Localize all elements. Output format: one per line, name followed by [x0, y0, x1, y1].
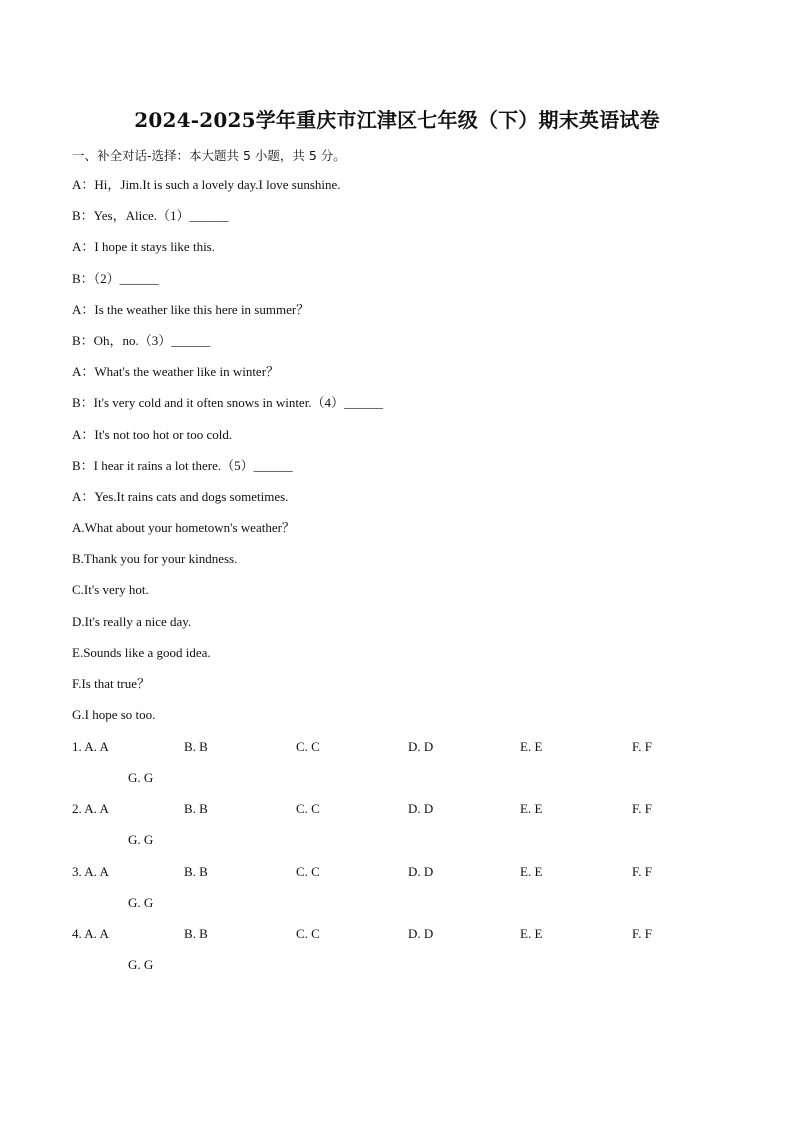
- option-a[interactable]: 3. A. A: [72, 863, 109, 879]
- choice-line: B.Thank you for your kindness.: [72, 551, 238, 567]
- option-c[interactable]: C. C: [296, 739, 320, 754]
- option-f[interactable]: F. F: [632, 739, 652, 754]
- dialogue-line: B：Oh，no.（3）______: [72, 332, 211, 348]
- option-a[interactable]: 4. A. A: [72, 926, 109, 942]
- question-item: [72, 862, 732, 924]
- choice-line: F.Is that true？: [72, 676, 151, 691]
- option-f[interactable]: F. F: [632, 926, 652, 942]
- choice-line: D.It's really a nice day.: [72, 613, 192, 629]
- option-b[interactable]: B. B: [184, 863, 208, 879]
- option-g[interactable]: G. G: [128, 894, 154, 910]
- option-f[interactable]: F. F: [632, 801, 652, 817]
- question-item: [72, 737, 732, 799]
- section-heading: 一、补全对话-选择：本大题共 5 小题，共 5 分。: [72, 148, 346, 163]
- choice-line: E.Sounds like a good idea.: [72, 644, 211, 660]
- option-g[interactable]: G. G: [128, 770, 154, 785]
- dialogue-line: A：Yes.It rains cats and dogs sometimes.: [72, 488, 289, 504]
- question-item: [72, 924, 732, 986]
- dialogue-line: B：Yes，Alice.（1）______: [72, 208, 229, 224]
- option-d[interactable]: D. D: [408, 739, 434, 754]
- option-g[interactable]: G. G: [128, 957, 154, 973]
- option-e[interactable]: E. E: [520, 863, 543, 879]
- dialogue-line: A：It's not too hot or too cold.: [72, 426, 233, 442]
- question-list: [72, 737, 732, 987]
- dialogue-line: A：Hi，Jim.It is such a lovely day.I love sunshine.: [72, 177, 341, 192]
- option-b[interactable]: B. B: [184, 801, 208, 817]
- option-d[interactable]: D. D: [408, 863, 434, 879]
- option-c[interactable]: C. C: [296, 926, 320, 942]
- choice-line: G.I hope so too.: [72, 707, 156, 723]
- dialogue-line: B：I hear it rains a lot there.（5）______: [72, 457, 293, 473]
- question-item: [72, 799, 732, 861]
- option-a[interactable]: 2. A. A: [72, 801, 109, 817]
- dialogue-line: B：（2）______: [72, 270, 159, 286]
- option-e[interactable]: E. E: [520, 801, 543, 817]
- option-b[interactable]: B. B: [184, 739, 208, 754]
- option-a[interactable]: 1. A. A: [72, 739, 109, 754]
- option-d[interactable]: D. D: [408, 926, 434, 942]
- option-f[interactable]: F. F: [632, 863, 652, 879]
- option-d[interactable]: D. D: [408, 801, 434, 817]
- option-b[interactable]: B. B: [184, 926, 208, 942]
- dialogue-line: A：What's the weather like in winter？: [72, 364, 280, 380]
- option-g[interactable]: G. G: [128, 832, 154, 848]
- page-title: 2024-2025学年重庆市江津区七年级（下）期末英语试卷: [134, 108, 660, 132]
- dialogue-line: A：I hope it stays like this.: [72, 239, 215, 255]
- choice-line: C.It's very hot.: [72, 582, 149, 598]
- dialogue-line: B：It's very cold and it often snows in winter.（4）______: [72, 395, 384, 411]
- dialogue-line: A：Is the weather like this here in summer？: [72, 301, 310, 317]
- option-c[interactable]: C. C: [296, 801, 320, 817]
- option-e[interactable]: E. E: [520, 739, 543, 754]
- dialogue-and-choices: [72, 175, 732, 736]
- option-c[interactable]: C. C: [296, 863, 320, 879]
- option-e[interactable]: E. E: [520, 926, 543, 942]
- choice-line: A.What about your hometown's weather？: [72, 520, 295, 536]
